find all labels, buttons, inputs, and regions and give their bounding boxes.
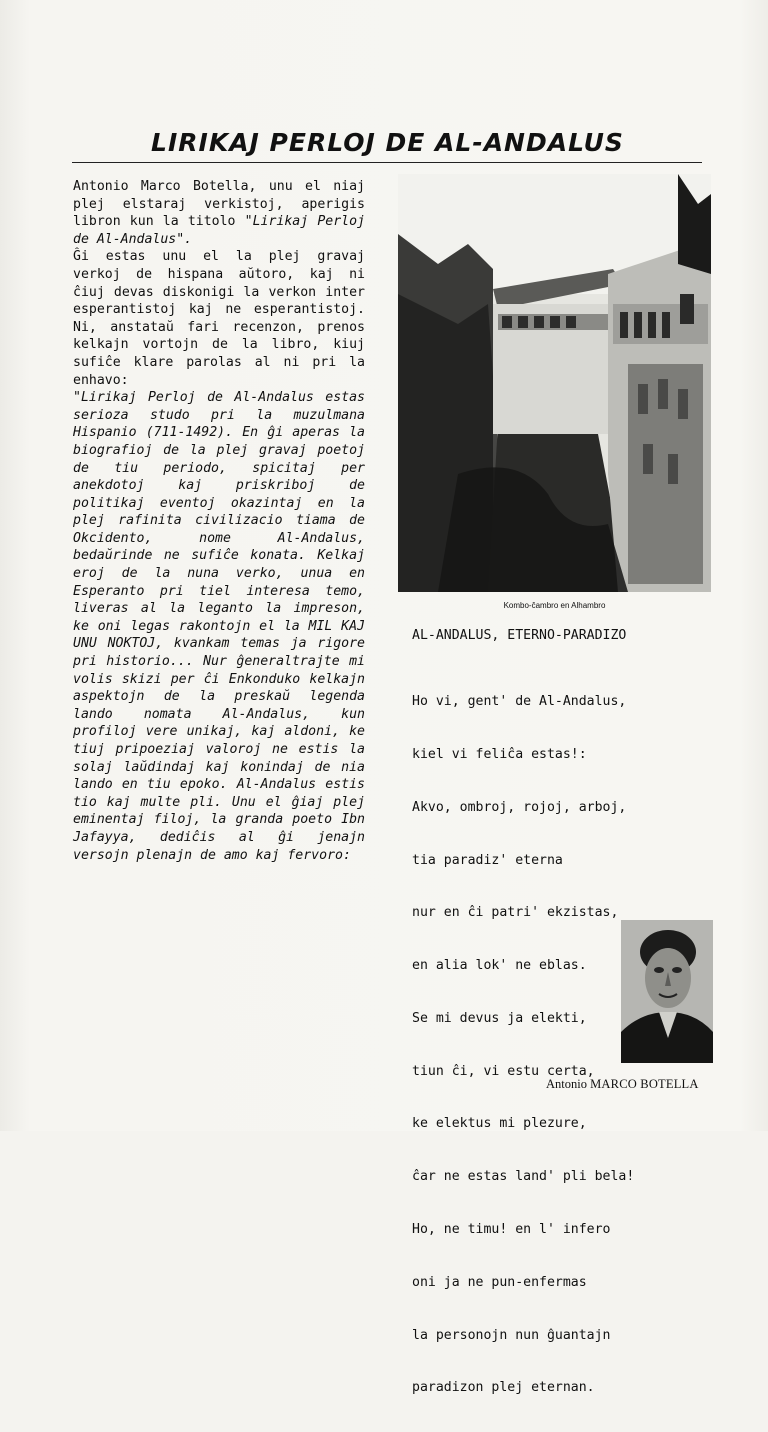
author-signature [546,1077,736,1092]
author-portrait [621,920,713,1063]
article-paragraph-2: Ĝi estas unu el la plej gravaj verkoj de hispana aŭtoro, kaj ni ĉiuj devas diskonigi la verkon inter esperantistoj kaj ne esperantistoj. Ni, anstataŭ fari recenzon, prenos kelkajn vortojn de la libro, kiuj sufiĉe klare parolas al ni pri la enhavo: [73,249,365,388]
article-headline: LIRIKAJ PERLOJ DE AL-ANDALUS [151,128,624,157]
article-paragraph-intro [73,178,365,248]
book-title: "Lirikaj Perloj de Al-Andalus". [73,214,365,247]
intro-text: Antonio Marco Botella, unu el niaj plej elstaraj verkistoj, aperigis libron kun la titolo [73,179,365,230]
article-quote: "Lirikaj Perloj de Al-Andalus estas serioza studo pri la muzulmana Hispanio (711-1492). En ĝi aperas la biografioj de la plej gravaj poetoj de tiu periodo, spicitaj per anekdotoj kaj priskriboj de politikaj eventoj okazintaj en la plej rafinita civilizacio tiama de Okcidento, nome Al-Andalus, bedaŭrinde ne sufiĉe konata. Kelkaj eroj de la nuna verko, unua en Esperanto pri tiel interesa temo, liveras al la leganto la impreson, ke oni legas rakontojn el la MIL KAJ UNU NOKTOJ, kvankam temas ja rigore pri historio... Nur ĝeneraltrajte mi volis skizi per ĉi Enkonduko kelkajn aspektojn de la preskaŭ legenda lando nomata Al-Andalus, kun profiloj vere unikaj, kaj aldoni, ke tiuj pripoeziaj valoroj ne estis la solaj laŭdindaj kaj konindaj de nia lando en tiu epoko. Al-Andalus estis tio kaj multe pli. Unu el ĝiaj plej eminentaj filoj, la granda poeto Ibn Jafayya, dediĉis al ĝi jenajn versojn plenajn de amo kaj fervoro: [73,390,365,863]
photo-caption: Kombo-ĉambro en Alhambro [503,601,606,610]
author-last-name: MARCO BOTELLA [590,1077,699,1091]
alhambra-illustration [398,174,711,592]
poem-line: nur en ĉi patri' ekzistas, [412,905,619,921]
article-body [73,178,365,864]
poem-line: tia paradiz' eterna [412,852,563,868]
poem-line: Se mi devus ja elekti, [412,1010,587,1026]
poem-line: paradizon plej eternan. [412,1380,595,1396]
poem-line: Ho, ne timu! en l' infero [412,1222,611,1237]
poem-line: kiel vi feliĉa estas!: [412,746,587,762]
author-first-name: Antonio [546,1077,587,1091]
poem-line: Akvo, ombroj, rojoj, arboj, [412,799,627,815]
poem-line: ĉar ne estas land' pli bela! [412,1169,635,1185]
headline-divider [72,162,702,163]
poem-line: ke elektus mi plezure, [412,1116,587,1132]
poem-line: oni ja ne pun-enfermas [412,1274,587,1290]
poem-title: AL-ANDALUS, ETERNO-PARADIZO [412,628,627,643]
poem-line: Ho vi, gent' de Al-Andalus, [412,694,627,710]
poem-line: en alia lok' ne eblas. [412,958,587,974]
poem-line: tiun ĉi, vi estu certa, [412,1063,595,1079]
alhambra-photo [398,174,711,592]
author-photo [621,920,713,1063]
poem-line: la personojn nun ĝuantajn [412,1327,611,1343]
